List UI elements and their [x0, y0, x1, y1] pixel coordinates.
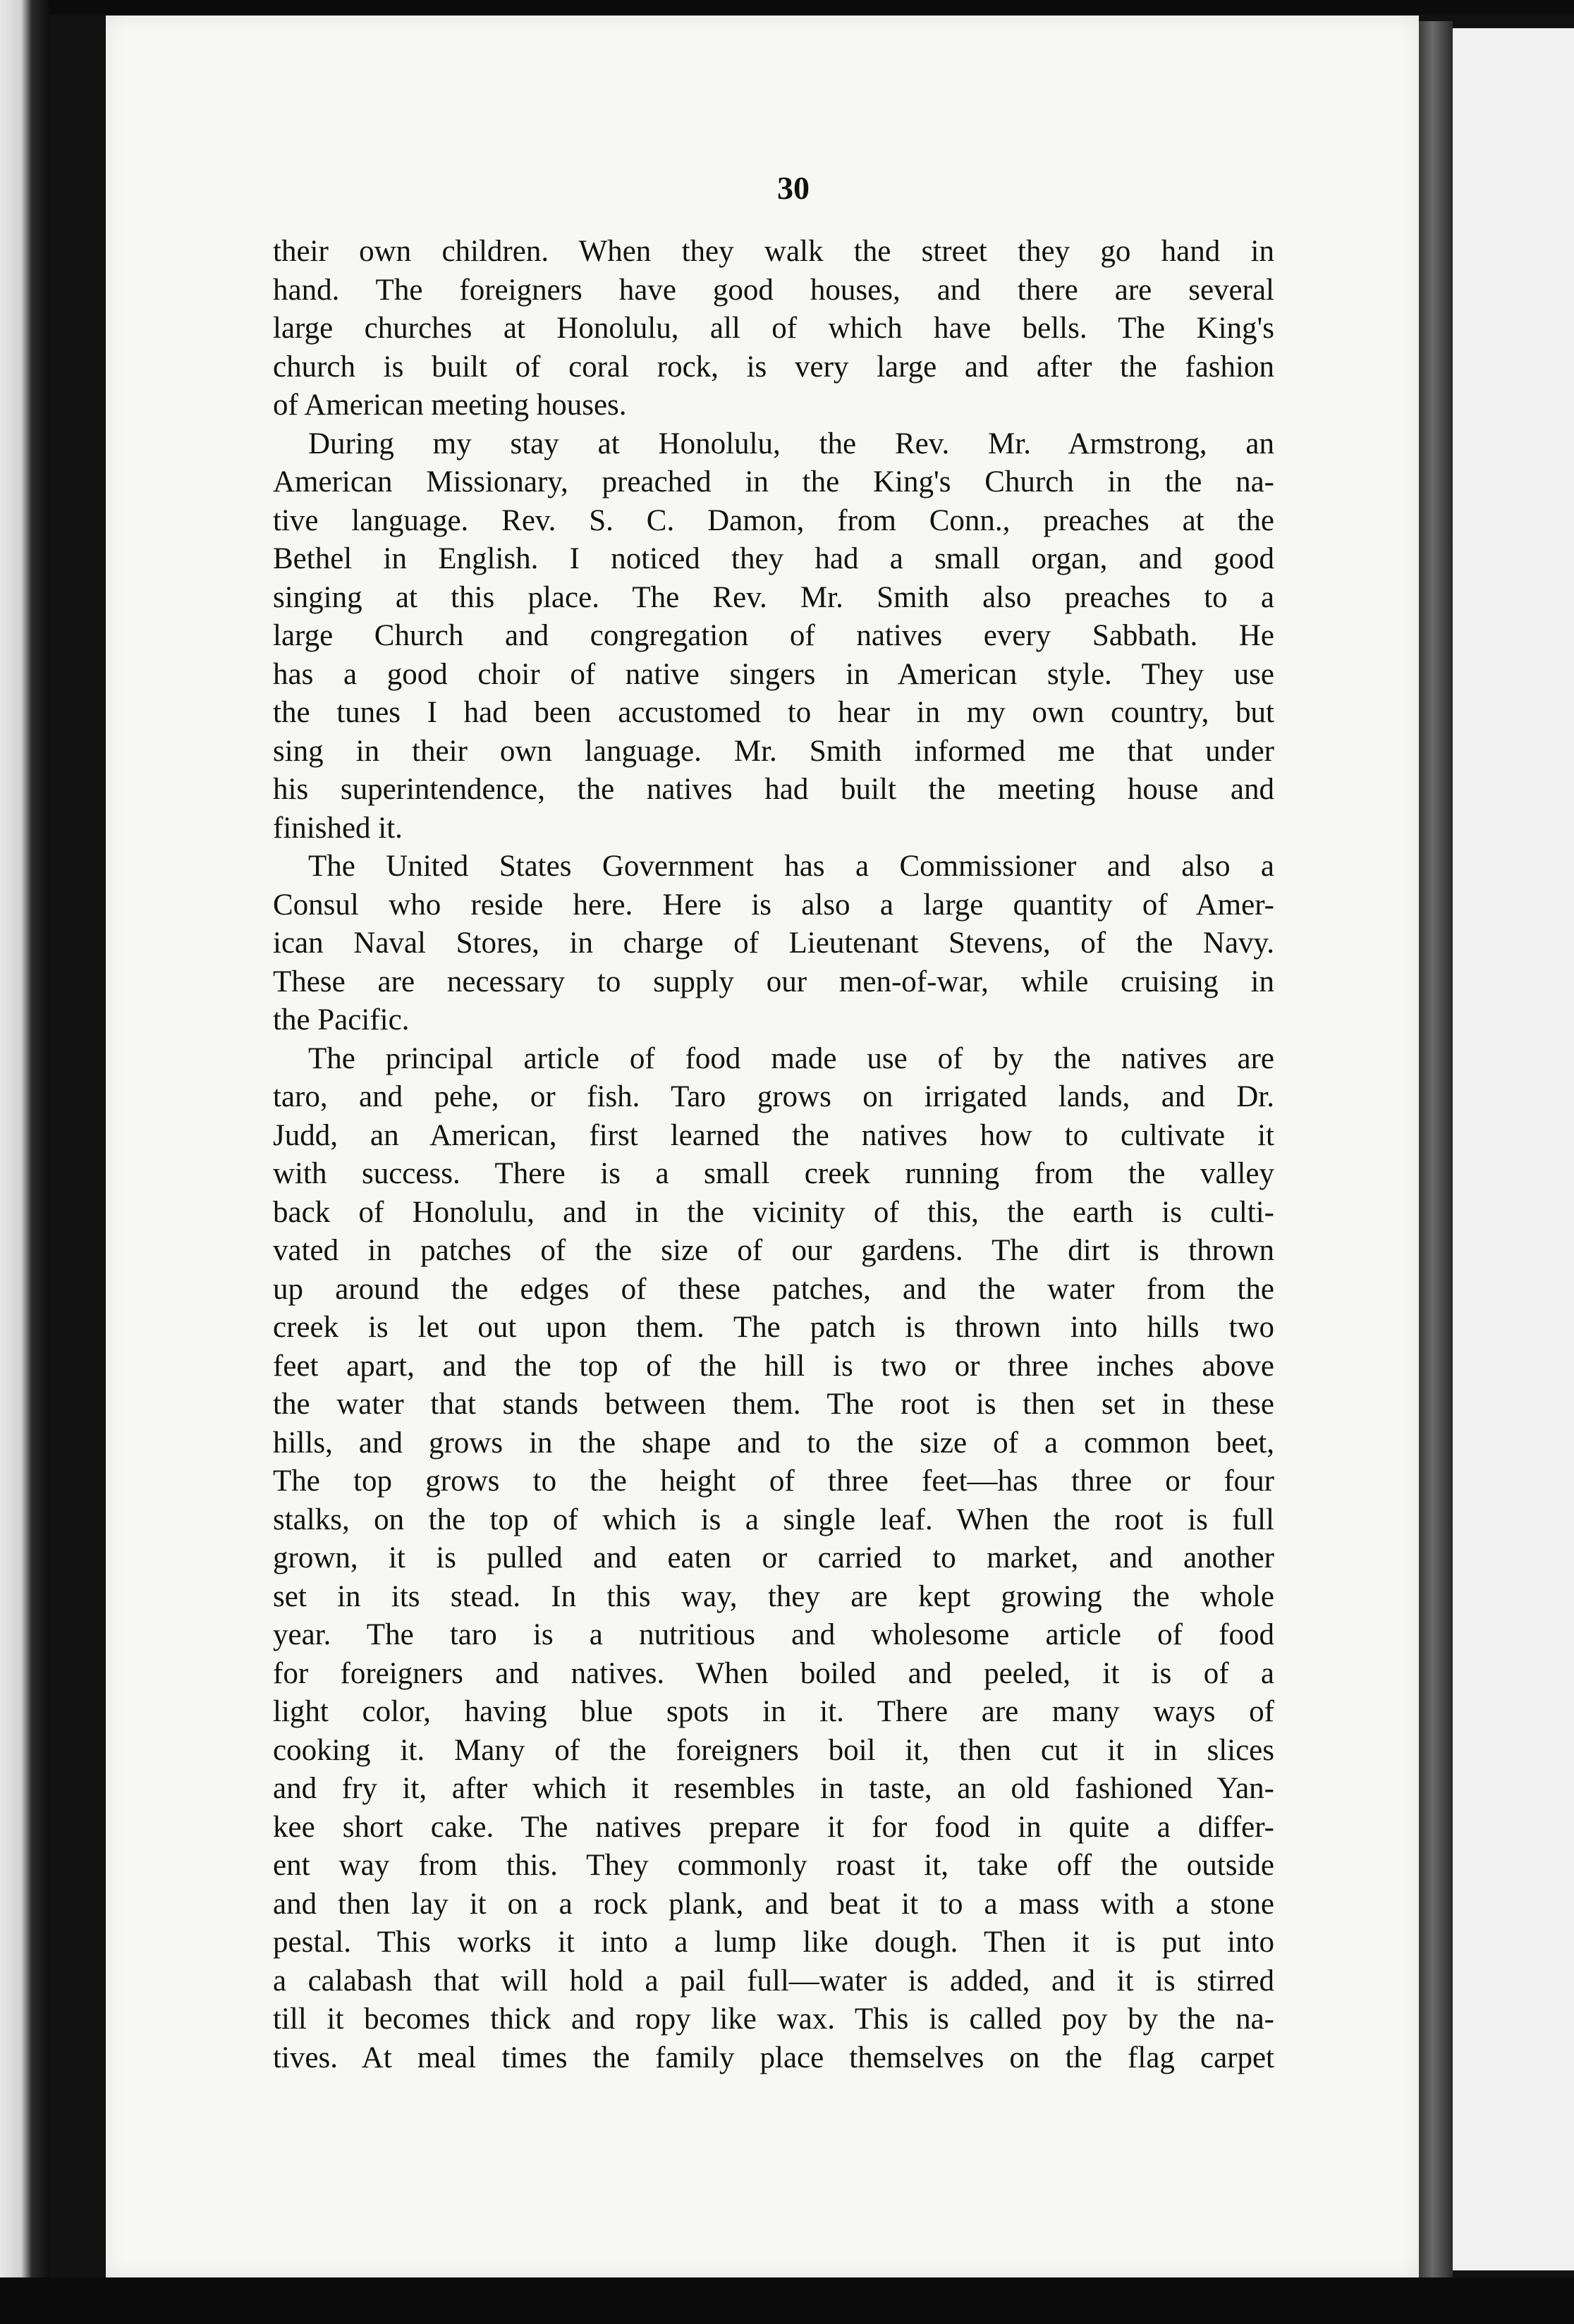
text-line: his superintendence, the natives had built the meeting house and	[273, 773, 1274, 806]
text-line: ent way from this. They commonly roast it, take off the outside	[273, 1849, 1274, 1882]
page-number: 30	[777, 170, 810, 206]
text-line: singing at this place. The Rev. Mr. Smith also preaches to a	[273, 580, 1274, 614]
text-line: creek is let out upon them. The patch is thrown into hills two	[273, 1311, 1274, 1344]
text-line: kee short cake. The natives prepare it for food in quite a differ-	[273, 1810, 1274, 1844]
scan-bottom-border	[0, 2277, 1574, 2324]
text-line: The top grows to the height of three feet—has three or four	[273, 1464, 1274, 1498]
text-line: ican Naval Stores, in charge of Lieutenant Stevens, of the Navy.	[273, 926, 1274, 960]
text-line: a calabash that will hold a pail full—water is added, and it is stirred	[273, 1964, 1274, 1998]
text-line: till it becomes thick and ropy like wax. This is called poy by the na-	[273, 2002, 1274, 2036]
text-line: year. The taro is a nutritious and wholesome article of food	[273, 1618, 1274, 1651]
page-gutter-shadow	[1419, 21, 1453, 2277]
text-line: their own children. When they walk the street they go hand in	[273, 235, 1274, 268]
text-line: large Church and congregation of natives every Sabbath. He	[273, 619, 1274, 652]
text-line: light color, having blue spots in it. There are many ways of	[273, 1695, 1274, 1728]
text-line: and then lay it on a rock plank, and beat it to a mass with a stone	[273, 1887, 1274, 1921]
scan-top-border	[0, 0, 1574, 14]
adjacent-page-edge	[1453, 28, 1574, 2270]
text-line: grown, it is pulled and eaten or carried to market, and another	[273, 1541, 1274, 1574]
text-line: up around the edges of these patches, and the water from the	[273, 1272, 1274, 1306]
text-line: cooking it. Many of the foreigners boil it, then cut it in slices	[273, 1733, 1274, 1767]
page-body-text	[273, 233, 1274, 2077]
text-line: Consul who reside here. Here is also a large quantity of Amer-	[273, 888, 1274, 922]
scan-left-border	[0, 0, 49, 2324]
text-line: the Pacific.	[273, 1003, 410, 1036]
text-line: feet apart, and the top of the hill is two or three inches above	[273, 1349, 1274, 1383]
text-line: Judd, an American, first learned the natives how to cultivate it	[273, 1118, 1274, 1152]
text-line: the tunes I had been accustomed to hear in my own country, but	[273, 696, 1274, 729]
text-line: taro, and pehe, or fish. Taro grows on irrigated lands, and Dr.	[273, 1080, 1274, 1113]
text-line: tives. At meal times the family place themselves on the flag carpet	[273, 2041, 1274, 2074]
text-line: hand. The foreigners have good houses, and there are several	[273, 273, 1274, 307]
text-line: pestal. This works it into a lump like dough. Then it is put into	[273, 1926, 1274, 1959]
text-line: stalks, on the top of which is a single leaf. When the root is full	[273, 1503, 1274, 1536]
text-line: large churches at Honolulu, all of which have bells. The King's	[273, 312, 1274, 345]
text-line: back of Honolulu, and in the vicinity of this, the earth is culti-	[273, 1195, 1274, 1229]
text-line: hills, and grows in the shape and to the size of a common beet,	[273, 1426, 1274, 1460]
text-line: and fry it, after which it resembles in taste, an old fashioned Yan-	[273, 1772, 1274, 1805]
text-line: These are necessary to supply our men-of-war, while cruising in	[273, 965, 1274, 998]
text-line: The principal article of food made use of by the natives are	[308, 1041, 1274, 1075]
text-line: with success. There is a small creek running from the valley	[273, 1157, 1274, 1190]
text-line: tive language. Rev. S. C. Damon, from Conn., preaches at the	[273, 503, 1274, 537]
text-line: has a good choir of native singers in American style. They use	[273, 657, 1274, 691]
text-line: the water that stands between them. The root is then set in these	[273, 1388, 1274, 1421]
text-line: for foreigners and natives. When boiled and peeled, it is of a	[273, 1656, 1274, 1690]
text-line: finished it.	[273, 811, 403, 845]
text-line: The United States Government has a Commissioner and also a	[308, 850, 1274, 883]
text-line: American Missionary, preached in the King's Church in the na-	[273, 465, 1274, 499]
text-line: of American meeting houses.	[273, 389, 627, 422]
text-line: sing in their own language. Mr. Smith informed me that under	[273, 734, 1274, 768]
text-line: vated in patches of the size of our gardens. The dirt is thrown	[273, 1234, 1274, 1267]
text-line: Bethel in English. I noticed they had a small organ, and good	[273, 542, 1274, 575]
text-line: set in its stead. In this way, they are kept growing the whole	[273, 1579, 1274, 1613]
text-line: church is built of coral rock, is very large and after the fashion	[273, 350, 1274, 384]
text-line: During my stay at Honolulu, the Rev. Mr. Armstrong, an	[308, 427, 1274, 460]
